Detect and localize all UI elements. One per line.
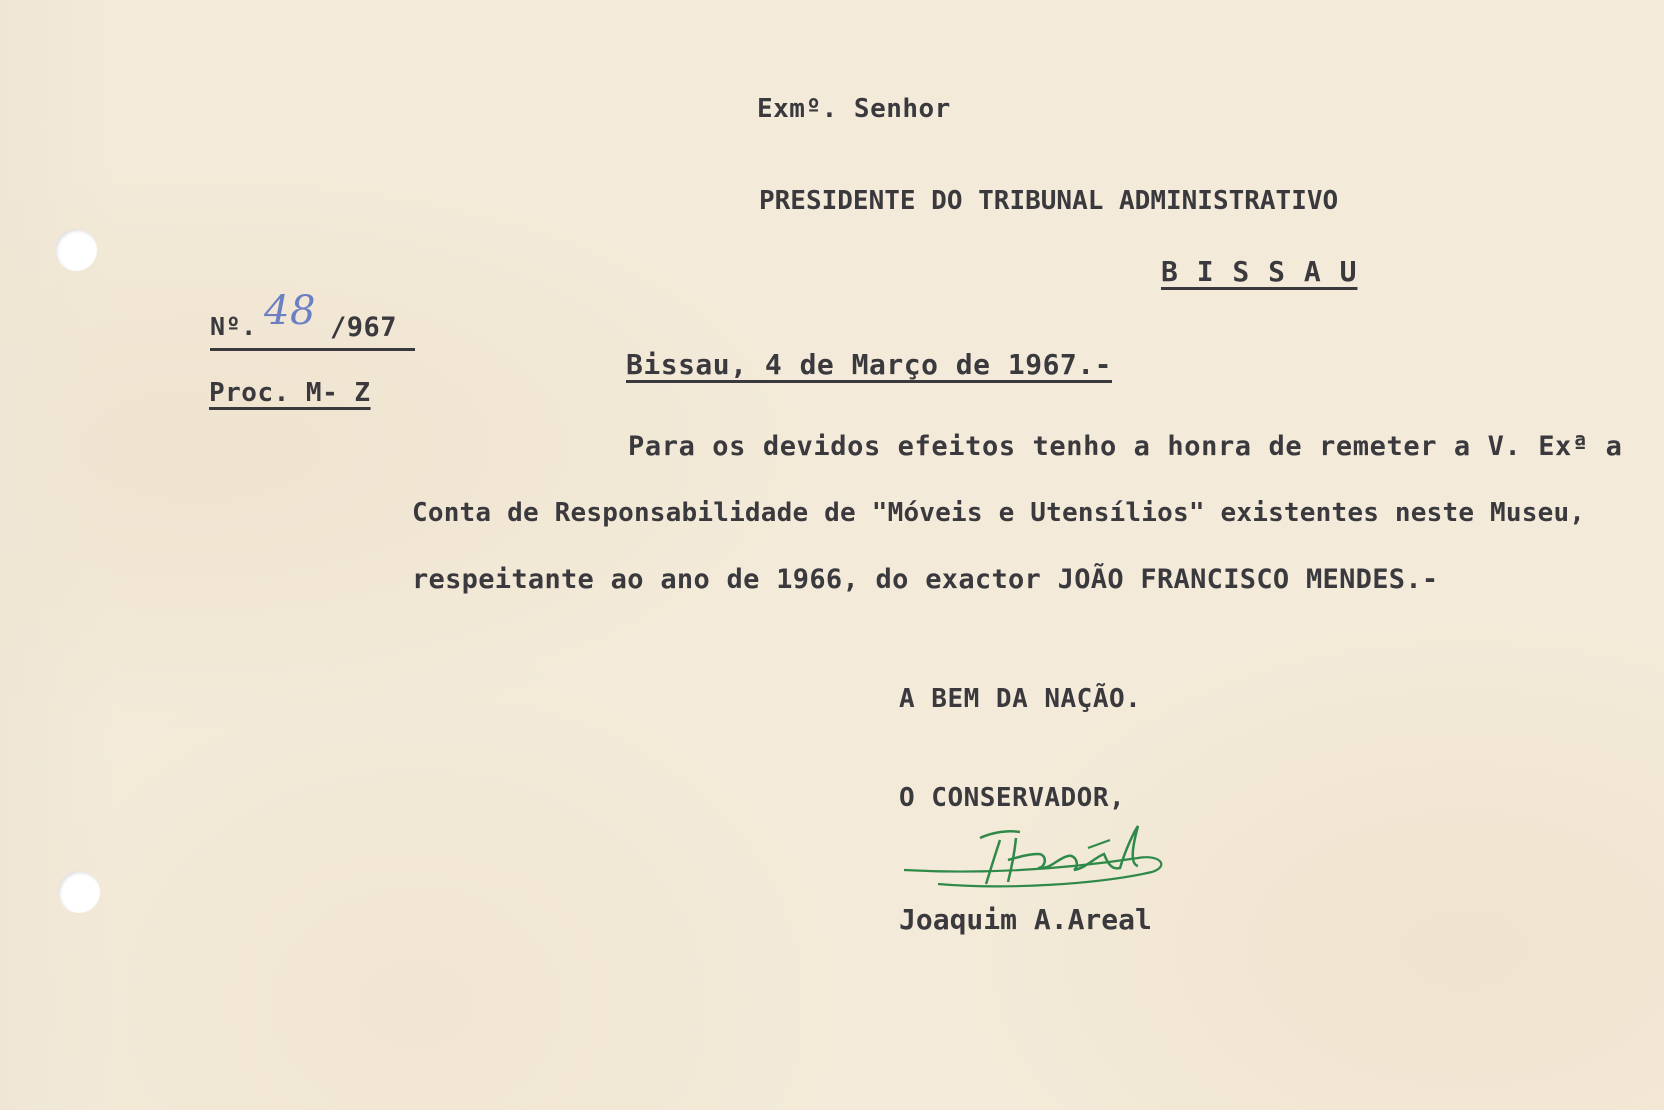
body-line-2: Conta de Responsabilidade de "Móveis e Utensílios" existentes neste Museu,: [412, 498, 1586, 528]
body-line-1: Para os devidos efeitos tenho a honra de remeter a V. Exª a: [628, 431, 1623, 462]
addressee-city: B I S S A U: [1161, 255, 1358, 288]
body-line-3: respeitante ao ano de 1966, do exactor JOÃO FRANCISCO MENDES.-: [412, 564, 1439, 595]
punch-hole-bottom: [58, 871, 100, 913]
reference-number-underline: [210, 348, 415, 351]
handwritten-signature: [898, 818, 1198, 908]
reference-number-prefix: Nº.: [210, 312, 257, 341]
reference-number-suffix: /967: [330, 312, 398, 343]
signatory-name: Joaquim A.Areal: [899, 903, 1152, 936]
salutation: Exmº. Senhor: [757, 94, 951, 124]
addressee-title: PRESIDENTE DO TRIBUNAL ADMINISTRATIVO: [759, 186, 1339, 216]
date-line: Bissau, 4 de Março de 1967.-: [626, 348, 1113, 381]
closing: A BEM DA NAÇÃO.: [899, 684, 1142, 714]
reference-number: [210, 288, 415, 348]
process-reference: Proc. M- Z: [209, 378, 371, 408]
punch-hole-top: [55, 229, 97, 271]
page-margin-shading: [0, 0, 115, 1116]
signatory-title: O CONSERVADOR,: [899, 783, 1126, 813]
reference-number-handwritten: 48: [264, 288, 316, 334]
